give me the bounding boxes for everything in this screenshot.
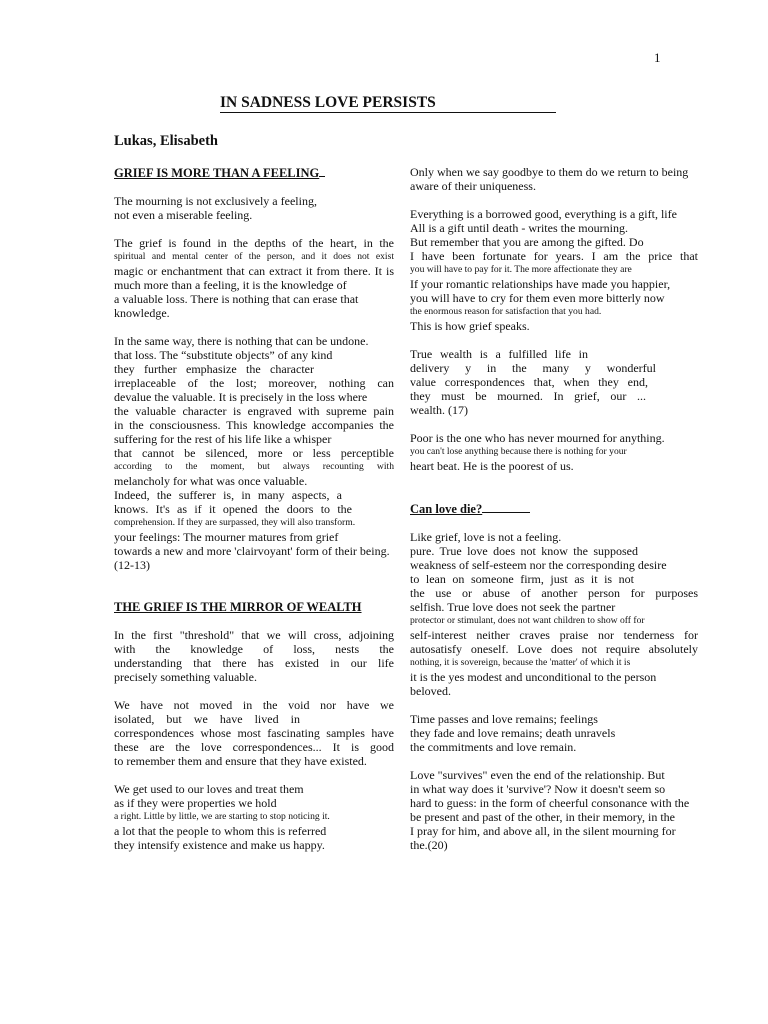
- paragraph-line: understanding that there has existed in our life: [114, 656, 394, 670]
- paragraph-line: protector or stimulant, does not want children to show off for: [410, 615, 645, 626]
- paragraph-line: suffering for the rest of his life like a whisper: [114, 432, 332, 446]
- paragraph-line: magic or enchantment that can extract it from there. It is: [114, 264, 394, 278]
- section-heading-can-love-die: Can love die?: [410, 501, 698, 516]
- paragraph-line: In the first "threshold" that we will cross, adjoining: [114, 628, 394, 642]
- paragraph-line: a lot that the people to whom this is referred: [114, 824, 327, 838]
- paragraph-line: the commitments and love remain.: [410, 740, 577, 754]
- page-number: 1: [654, 50, 661, 65]
- paragraph-line: value correspondences that, when they end,: [410, 375, 648, 389]
- paragraph-line: not even a miserable feeling.: [114, 208, 253, 222]
- section-heading-grief-mirror: THE GRIEF IS THE MIRROR OF WEALTH: [114, 600, 362, 614]
- paragraph-line: you will have to pay for it. The more affectionate they are: [410, 264, 632, 275]
- paragraph-line: Like grief, love is not a feeling.: [410, 530, 562, 544]
- paragraph-line: aware of their uniqueness.: [410, 179, 536, 193]
- paragraph-line: We get used to our loves and treat them: [114, 782, 304, 796]
- section-heading-grief-feeling: GRIEF IS MORE THAN A FEELING: [114, 165, 394, 180]
- paragraph-line: a valuable loss. There is nothing that can erase that: [114, 292, 359, 306]
- paragraph-line: the enormous reason for satisfaction that you had.: [410, 306, 602, 317]
- paragraph-line: precisely something valuable.: [114, 670, 257, 684]
- left-column: [114, 165, 394, 852]
- paragraph-line: spiritual and mental center of the person, and it does not exist: [114, 251, 394, 262]
- paragraph-line: This is how grief speaks.: [410, 319, 530, 333]
- paragraph-line: your feelings: The mourner matures from grief: [114, 530, 339, 544]
- paragraph-line: I pray for him, and above all, in the silent mourning for: [410, 824, 676, 838]
- paragraph-line: If your romantic relationships have made you happier,: [410, 277, 671, 291]
- paragraph-line: these are the love correspondences... It is good: [114, 740, 394, 754]
- paragraph-line: you can't lose anything because there is nothing for your: [410, 446, 627, 457]
- paragraph-line: a right. Little by little, we are starting to stop noticing it.: [114, 811, 330, 822]
- paragraph-line: devalue the valuable. It is precisely in the loss where: [114, 390, 368, 404]
- paragraph-line: I have been fortunate for years. I am the price that: [410, 249, 698, 263]
- paragraph-line: Only when we say goodbye to them do we return to being: [410, 165, 689, 179]
- paragraph-line: comprehension. If they are surpassed, they will also transform.: [114, 517, 356, 528]
- paragraph-line: All is a gift until death - writes the mourning.: [410, 221, 628, 235]
- right-column: [410, 165, 698, 852]
- paragraph-line: melancholy for what was once valuable.: [114, 474, 308, 488]
- paragraph-line: We have not moved in the void nor have we: [114, 698, 394, 712]
- paragraph-line: knowledge.: [114, 306, 170, 320]
- paragraph-line: heart beat. He is the poorest of us.: [410, 459, 574, 473]
- paragraph-line: (12-13): [114, 558, 150, 572]
- paragraph-line: True wealth is a fulfilled life in: [410, 347, 588, 361]
- paragraph-line: the.(20): [410, 838, 448, 852]
- paragraph-line: with the knowledge of loss, nests the: [114, 642, 394, 656]
- paragraph-line: The mourning is not exclusively a feeling,: [114, 194, 317, 208]
- paragraph-line: in what way does it 'survive'? Now it doesn't seem so: [410, 782, 666, 796]
- paragraph-line: knows. It's as if it opened the doors to the: [114, 502, 352, 516]
- paragraph-line: they further emphasize the character: [114, 362, 314, 376]
- paragraph-line: Indeed, the sufferer is, in many aspects, a: [114, 488, 342, 502]
- paragraph-line: they must be mourned. In grief, our ...: [410, 389, 646, 403]
- paragraph-line: But remember that you are among the gifted. Do: [410, 235, 644, 249]
- paragraph-line: selfish. True love does not seek the partner: [410, 600, 616, 614]
- paragraph-line: be present and past of the other, in their memory, in the: [410, 810, 675, 824]
- paragraph-line: hard to guess: in the form of cheerful consonance with the: [410, 796, 690, 810]
- paragraph-line: much more than a feeling, it is the knowledge of: [114, 278, 347, 292]
- paragraph-line: the use or abuse of another person for purposes: [410, 586, 698, 600]
- paragraph-line: pure. True love does not know the supposed: [410, 544, 638, 558]
- paragraph-line: The grief is found in the depths of the heart, in the: [114, 236, 394, 250]
- author-name: Lukas, Elisabeth: [114, 133, 218, 149]
- paragraph-line: correspondences whose most fascinating samples have: [114, 726, 394, 740]
- paragraph-line: as if they were properties we hold: [114, 796, 277, 810]
- paragraph-line: that loss. The “substitute objects” of any kind: [114, 348, 333, 362]
- paragraph-line: autosatisfy oneself. Love does not require absolutely: [410, 642, 698, 656]
- paragraph-line: weakness of self-esteem nor the corresponding desire: [410, 558, 667, 572]
- paragraph-line: the valuable character is engraved with supreme pain: [114, 404, 394, 418]
- paragraph-line: to remember them and ensure that they have existed.: [114, 754, 367, 768]
- paragraph-line: in the consciousness. This knowledge accompanies the: [114, 418, 394, 432]
- paragraph-line: wealth. (17): [410, 403, 468, 417]
- paragraph-line: to lean on someone firm, just as it is not: [410, 572, 634, 586]
- paragraph-line: they intensify existence and make us happy.: [114, 838, 325, 852]
- paragraph-line: they fade and love remains; death unravels: [410, 726, 616, 740]
- paragraph-line: beloved.: [410, 684, 451, 698]
- document-title: IN SADNESS LOVE PERSISTS: [220, 94, 556, 113]
- paragraph-line: according to the moment, but always recounting with: [114, 461, 394, 472]
- paragraph-line: you will have to cry for them even more bitterly now: [410, 291, 665, 305]
- paragraph-line: that cannot be silenced, more or less perceptible: [114, 446, 394, 460]
- paragraph-line: delivery y in the many y wonderful: [410, 361, 656, 375]
- paragraph-line: Love "survives" even the end of the relationship. But: [410, 768, 665, 782]
- paragraph-line: Poor is the one who has never mourned for anything.: [410, 431, 665, 445]
- paragraph-line: Everything is a borrowed good, everything is a gift, life: [410, 207, 677, 221]
- paragraph-line: In the same way, there is nothing that can be undone.: [114, 334, 369, 348]
- paragraph-line: irreplaceable of the lost; moreover, nothing can: [114, 376, 394, 390]
- paragraph-line: towards a new and more 'clairvoyant' form of their being.: [114, 544, 390, 558]
- paragraph-line: Time passes and love remains; feelings: [410, 712, 598, 726]
- paragraph-line: isolated, but we have lived in: [114, 712, 300, 726]
- paragraph-line: self-interest neither craves praise nor tenderness for: [410, 628, 698, 642]
- paragraph-line: it is the yes modest and unconditional to the person: [410, 670, 657, 684]
- paragraph-line: nothing, it is sovereign, because the 'matter' of which it is: [410, 657, 631, 668]
